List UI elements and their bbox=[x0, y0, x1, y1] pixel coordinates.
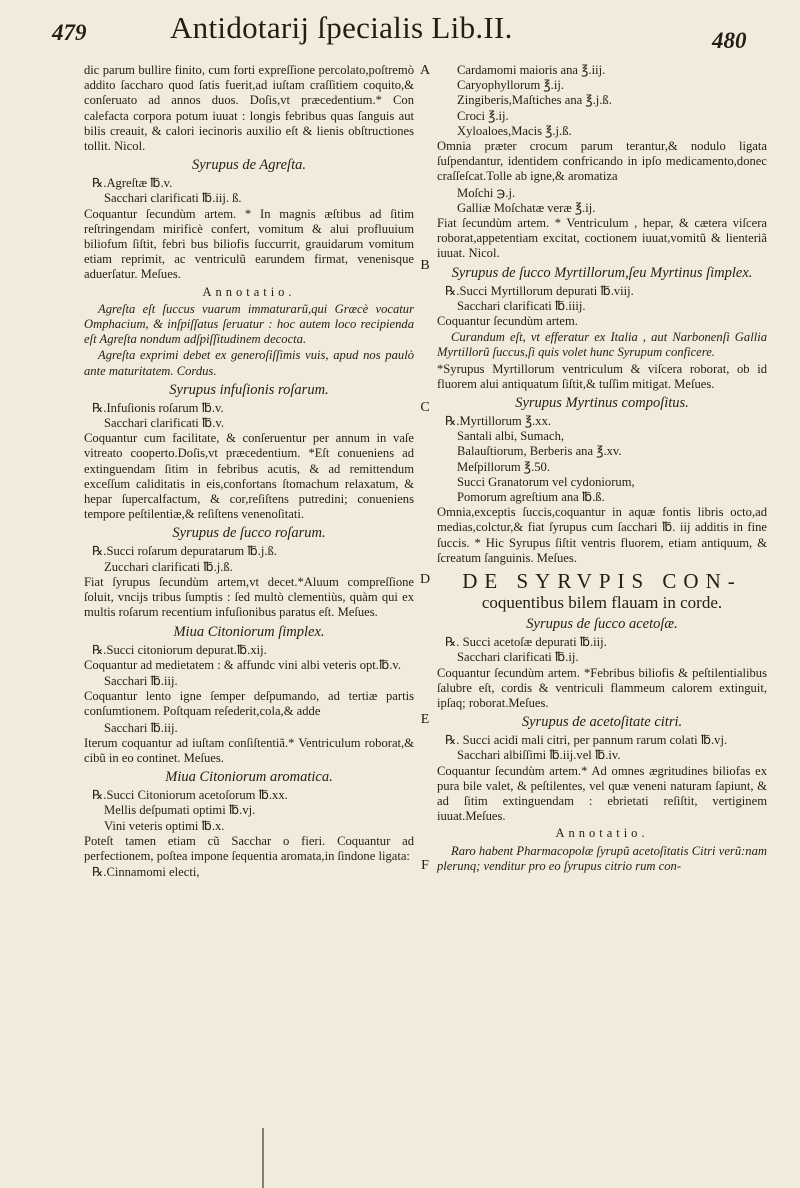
recipe-line: Sacchari ℔.iij. bbox=[104, 673, 178, 688]
paragraph: Omnia præter crocum parum terantur,& nodulo ligata ſuſpendantur, identidem confricando in ipſo medicamento,donec craſſeſcat.Tolle ab igne,& aromatiza bbox=[437, 139, 767, 184]
page-number-right: 480 bbox=[712, 28, 747, 53]
paragraph: Iterum coquantur ad iuſtam conſiſtentiã.* Ventriculum roborat,& cibũ in eo continet. Meſues. bbox=[84, 735, 414, 765]
paragraph: dic parum bullire finito, cum forti expreſſione percolato,poſtremò addito ſaccharo quod ſatis fuerit,ad iuſtam craſſitiem coquito,& conſeruato ad annos duos. Doſis,vt præcedentium.* Con calefacta corpora potum iuuat : longis febribus quas ſanguis aut bilis creauit, & calori iecinoris auxilio eſt & lienis obſtructiones tollit. Nicol. bbox=[84, 63, 414, 154]
recipe-block bbox=[84, 401, 414, 431]
recipe-line: Vini veteris optimi ℔.x. bbox=[104, 818, 225, 833]
binding-mark bbox=[262, 1128, 264, 1188]
annotation-text: Agreſta exprimi debet ex generoſiſſimis vuis, apud nos paulò ante maturitatem. Cordus. bbox=[84, 348, 414, 378]
section-heading: Syrupus infuſionis roſarum. bbox=[169, 381, 329, 398]
recipe-block bbox=[84, 788, 414, 834]
annotation-text: Raro habent Pharmacopolæ ſyrupũ acetoſitatis Citri verũ:nam plerunq; venditur pro eo ſyrupus citrio rum con- bbox=[437, 843, 767, 873]
recipe-line: ℞.Myrtillorum ℥.xx. bbox=[445, 414, 552, 429]
recipe-block bbox=[84, 176, 414, 206]
recipe-line: Santali albi, Sumach, bbox=[457, 429, 565, 444]
section-heading: Syrupus de ſucco roſarum. bbox=[172, 525, 326, 542]
section-heading: Syrupus de acetoſitate citri. bbox=[521, 714, 683, 731]
recipe-line: Sacchari clarificati ℔.iiij. bbox=[457, 298, 586, 313]
margin-letter-c: C bbox=[420, 400, 430, 415]
recipe-line: Mellis deſpumati optimi ℔.vj. bbox=[104, 803, 256, 818]
section-heading: Syrupus de ſucco Myrtillorum,ſeu Myrtinus ſimplex. bbox=[451, 264, 753, 281]
recipe-line: Meſpillorum ℥.50. bbox=[457, 459, 550, 474]
paragraph: Coquantur ſecundùm artem. *Febribus biliofis & peſtilentialibus ſalubre eſt, cordis & ventriculi flammeum calorem extinguit, ipſaq; roborat.Meſues. bbox=[437, 665, 767, 710]
annotation-label: Annotatio. bbox=[202, 284, 296, 299]
page-number-left: 479 bbox=[52, 20, 87, 45]
recipe-block bbox=[437, 733, 767, 763]
paragraph: Poteſt tamen etiam cũ Sacchar o fieri. Coquantur ad perfectionem, poſtea impone ſequentia aromata,in ſindone ligata: bbox=[84, 833, 414, 863]
recipe-block bbox=[84, 544, 414, 574]
recipe-line: Sacchari ℔.iij. bbox=[104, 720, 178, 735]
paragraph: Coquantur ſecundùm artem.* Ad omnes ægritudines biliofas ex pura bile valet, & peſtilentes, vel quæ veneni naturam ſapiunt, & ad ſitim extinguendam : ebrietati reſiſtit, vertiginem iuuat.Meſues. bbox=[437, 763, 767, 824]
recipe-block bbox=[437, 63, 767, 139]
recipe-line: Zucchari clarificati ℔.j.ß. bbox=[104, 559, 233, 574]
recipe-line: ℞.Succi Citoniorum acetoſorum ℔.xx. bbox=[92, 788, 288, 803]
margin-letter-b: B bbox=[420, 258, 430, 273]
recipe-line: ℞.Succi citoniorum depurat.℔.xij. bbox=[92, 642, 267, 657]
recipe-line: Sacchari clarificati ℔.iij. ß. bbox=[104, 191, 242, 206]
recipe-line: Caryophyllorum ℥.ij. bbox=[457, 78, 564, 93]
recipe-line: Sacchari clarificati ℔.ij. bbox=[457, 650, 579, 665]
recipe-block bbox=[84, 721, 414, 736]
recipe-line: Zingiberis,Maſtiches ana ℥.j.ß. bbox=[457, 93, 612, 108]
recipe-block bbox=[437, 635, 767, 665]
paragraph: Coquantur ſecundùm artem. bbox=[437, 314, 578, 329]
paragraph: Coquantur cum facilitate, & conſeruentur per annum in vaſe vitreato cooperto.Doſis,vt præcedentium. *Eſt conueniens ad extinguendam ſitim in febribus acutis, & ad remittendum exceſſum caliditatis in eis,confortans ſtomachum relaxatum, & hepar ſupercalfactum, & cor,reſiſtens putredini; conueniens tempore peſtilentiæ,& reſiſtens venenoſitati. bbox=[84, 431, 414, 522]
recipe-line: Xyloaloes,Macis ℥.j.ß. bbox=[457, 123, 572, 138]
recipe-line: ℞.Succi roſarum depuratarum ℔.j.ß. bbox=[92, 544, 277, 559]
recipe-block bbox=[84, 865, 414, 880]
recipe-line: Succi Granatorum vel cydoniorum, bbox=[457, 474, 635, 489]
recipe-line: ℞. Succi acidi mali citri, per pannum rarum colati ℔.vj. bbox=[445, 733, 728, 748]
running-title: Antidotarij ſpecialis Lib.II. bbox=[170, 10, 513, 45]
recipe-block bbox=[84, 643, 414, 658]
paragraph: Coquantur ſecundùm artem. * In magnis æſtibus ad ſitim reſtringendam mirificè confert, vomitum & alui profluuium biliofum ſiſtit, febri bus biliofis ſuccurrit, grauidarum vomitum etiam reprimit, ac ventriculũ earundem firmat, venenisque aduerſatur. Meſues. bbox=[84, 206, 414, 282]
recipe-line: Croci ℥.ij. bbox=[457, 108, 509, 123]
recipe-line: Galliæ Moſchatæ veræ ℥.ij. bbox=[457, 200, 596, 215]
recipe-line: Pomorum agreſtium ana ℔.ß. bbox=[457, 490, 605, 505]
margin-letter-f: F bbox=[421, 858, 429, 873]
section-heading: Syrupus de Agreſta. bbox=[192, 157, 306, 174]
recipe-line: ℞.Cinnamomi electi, bbox=[92, 865, 200, 880]
annotation-text: Agreſta eſt ſuccus vuarum immaturarũ,qui Græcè vocatur Omphacium, & inſpiſſatus ſeruatur : hoc autem loco recipienda eſt Agreſta nondum adſpiſſitudinem decocta. bbox=[84, 301, 414, 347]
recipe-line: Moſchi ℈.j. bbox=[457, 185, 516, 200]
paragraph: Omnia,exceptis ſuccis,coquantur in aquæ fontis libris octo,ad medias,colctur,& fiat ſyrupus cum ſacchari ℔. iij additis in fine ſuccis. * Hic Syrupus ſiſtit ventris fluorem, etiam antiquum, & ſcreatum ſanguinis. Meſues. bbox=[437, 505, 767, 565]
paragraph: Fiat ſyrupus ſecundùm artem,vt decet.*Aluum compreſſione ſoluit, vncijs tribus ſumptis : ſed multò clementiùs, quàm qui ex multis roſarum recentium infuſionibus paratus eſt. Meſues. bbox=[84, 574, 414, 620]
margin-letter-a: A bbox=[419, 63, 431, 78]
chapter-heading: DE SYRVPIS CON- bbox=[462, 569, 742, 594]
recipe-block bbox=[437, 186, 767, 216]
annotation-label: Annotatio. bbox=[555, 826, 649, 841]
margin-letter-e: E bbox=[420, 712, 430, 727]
paragraph: *Syrupus Myrtillorum ventriculum & viſcera roborat, ob id fluorem alui antiquatum ſiſtit,& tuſſim mitigat. Meſues. bbox=[437, 361, 767, 391]
recipe-line: ℞.Infuſionis roſarum ℔.v. bbox=[92, 400, 224, 415]
section-heading: Miua Citoniorum ſimplex. bbox=[173, 623, 325, 640]
right-text-column bbox=[437, 63, 767, 875]
annotation-text: Curandum eſt, vt efferatur ex Italia , aut Narbonenſi Gallia Myrtillorũ ſuccus,ſi quis volet hunc Syrupum conficere. bbox=[437, 330, 767, 360]
paragraph: Coquantur ad medietatem : & affundc vini albi veteris opt.℔.v. bbox=[84, 657, 402, 672]
recipe-line: Balauſtiorum, Berberis ana ℥.xv. bbox=[457, 444, 622, 459]
recipe-line: Sacchari clarificati ℔.v. bbox=[104, 416, 224, 431]
chapter-subheading: coquentibus bilem flauam in corde. bbox=[481, 593, 723, 613]
section-heading: Syrupus de ſucco acetoſæ. bbox=[526, 616, 678, 633]
recipe-block bbox=[437, 414, 767, 505]
section-heading: Miua Citoniorum aromatica. bbox=[165, 769, 333, 786]
section-heading: Syrupus Myrtinus compoſitus. bbox=[515, 395, 689, 412]
paragraph: Fiat ſecundùm artem. * Ventriculum , hepar, & cætera viſcera roborat,appetentiam excitat, coctionem iuuat,vomitũ & lienteriã iuuat. Nicol. bbox=[437, 216, 767, 261]
recipe-block bbox=[84, 674, 414, 689]
recipe-line: Sacchari albiſſimi ℔.iij.vel ℔.iv. bbox=[457, 748, 621, 763]
recipe-block bbox=[437, 284, 767, 314]
recipe-line: ℞.Succi Myrtillorum depurati ℔.viij. bbox=[445, 283, 634, 298]
paragraph: Coquantur lento igne ſemper deſpumando, ad tertiæ partis conſumtionem. Poſtquam reſederit,cola,& adde bbox=[84, 689, 414, 719]
recipe-line: Cardamomi maioris ana ℥.iij. bbox=[457, 63, 606, 77]
page-header bbox=[0, 0, 800, 60]
recipe-line: ℞.Agreſtæ ℔.v. bbox=[92, 176, 173, 191]
recipe-line: ℞. Succi acetoſæ depurati ℔.iij. bbox=[445, 635, 607, 650]
margin-letter-d: D bbox=[419, 572, 431, 587]
left-text-column bbox=[84, 63, 414, 880]
